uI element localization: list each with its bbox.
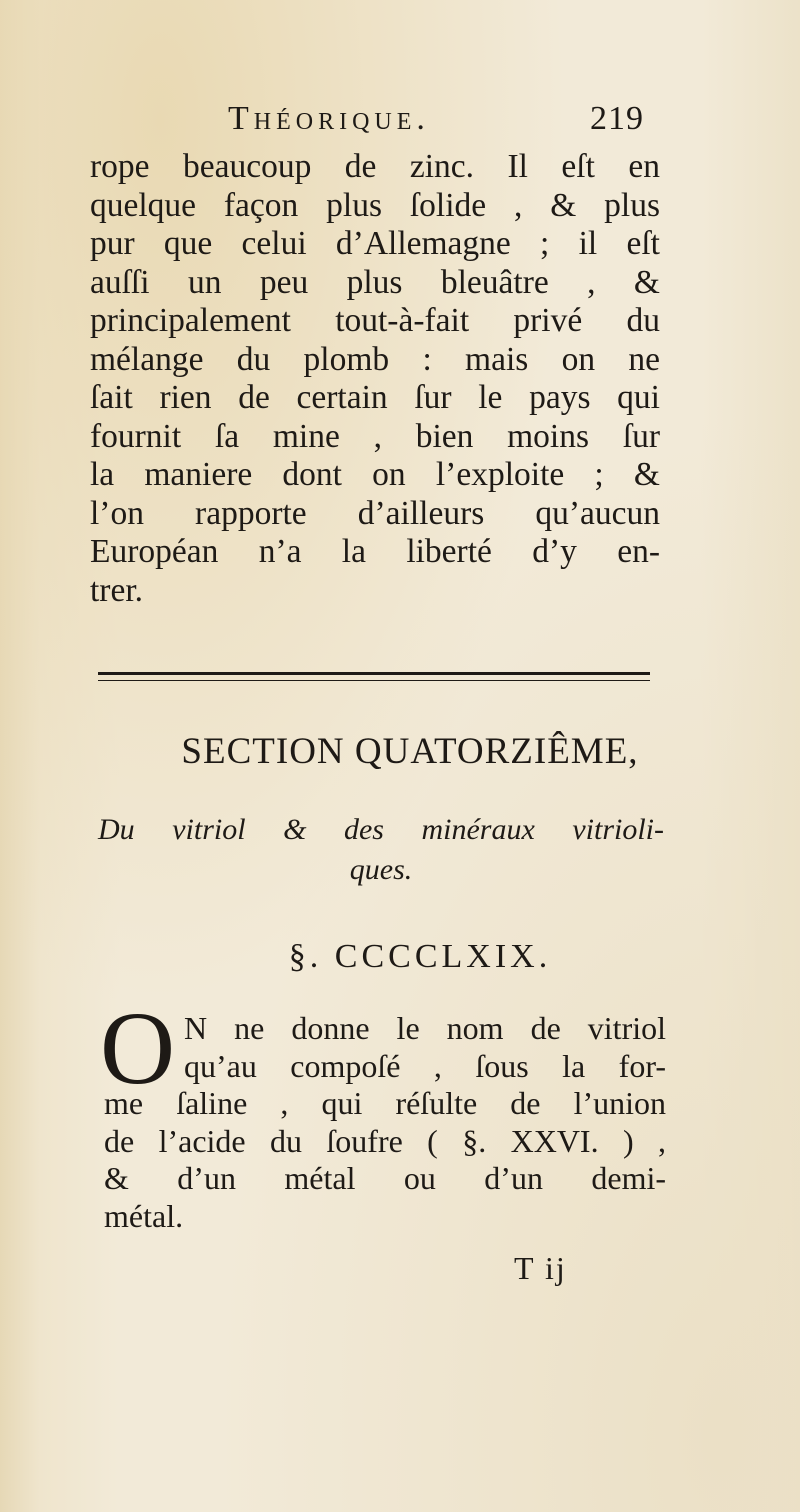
body-line: auſſi un peu plus bleuâtre , & — [90, 263, 660, 301]
paragraph-line: me ſaline , qui réſulte de l’union — [104, 1085, 666, 1121]
body-line: la maniere dont on l’exploite ; & — [90, 456, 660, 493]
body-line: mélange du plomb : mais on ne — [90, 340, 660, 378]
body-line: l’on rapporte d’ailleurs qu’aucun — [90, 494, 660, 532]
running-head — [0, 100, 800, 150]
body-text — [90, 148, 660, 610]
paragraph-line: N ne donne le nom de vitriol — [184, 1010, 666, 1046]
paragraph-line: de l’acide du ſoufre ( §. XXVI. ) , — [104, 1122, 666, 1159]
body-line: pur que celui d’Allemagne ; il eſt — [90, 225, 660, 262]
page-number: 219 — [590, 100, 644, 137]
body-line: ſait rien de certain ſur le pays qui — [90, 379, 660, 416]
subtitle-line: Du vitriol & des minéraux vitrioli- — [98, 813, 664, 846]
paragraph-line: qu’au compoſé , ſous la for- — [184, 1047, 666, 1084]
body-line: fournit ſa mine , bien moins ſur — [90, 417, 660, 455]
paragraph-line: métal. — [104, 1197, 184, 1234]
body-line: quelque façon plus ſolide , & plus — [90, 186, 660, 224]
paragraph-text — [104, 1010, 666, 1235]
section-divider-rule — [98, 672, 650, 681]
catchword: T ij — [514, 1250, 567, 1286]
section-subtitle — [98, 810, 664, 890]
body-line: rope beaucoup de zinc. Il eſt en — [90, 148, 660, 185]
body-line: principalement tout-à-fait privé du — [90, 302, 660, 339]
body-line: Européan n’a la liberté d’y en- — [90, 533, 660, 570]
body-line: trer. — [90, 571, 144, 609]
running-head-title: Théorique. — [228, 100, 430, 137]
drop-cap: O — [100, 991, 176, 1106]
subtitle-line: ques. — [349, 853, 413, 886]
paragraph-number: §. CCCCLXIX. — [288, 938, 552, 975]
paragraph-line: & d’un métal ou d’un demi- — [104, 1160, 666, 1196]
section-title: SECTION QUATORZIÊME, — [181, 731, 639, 772]
